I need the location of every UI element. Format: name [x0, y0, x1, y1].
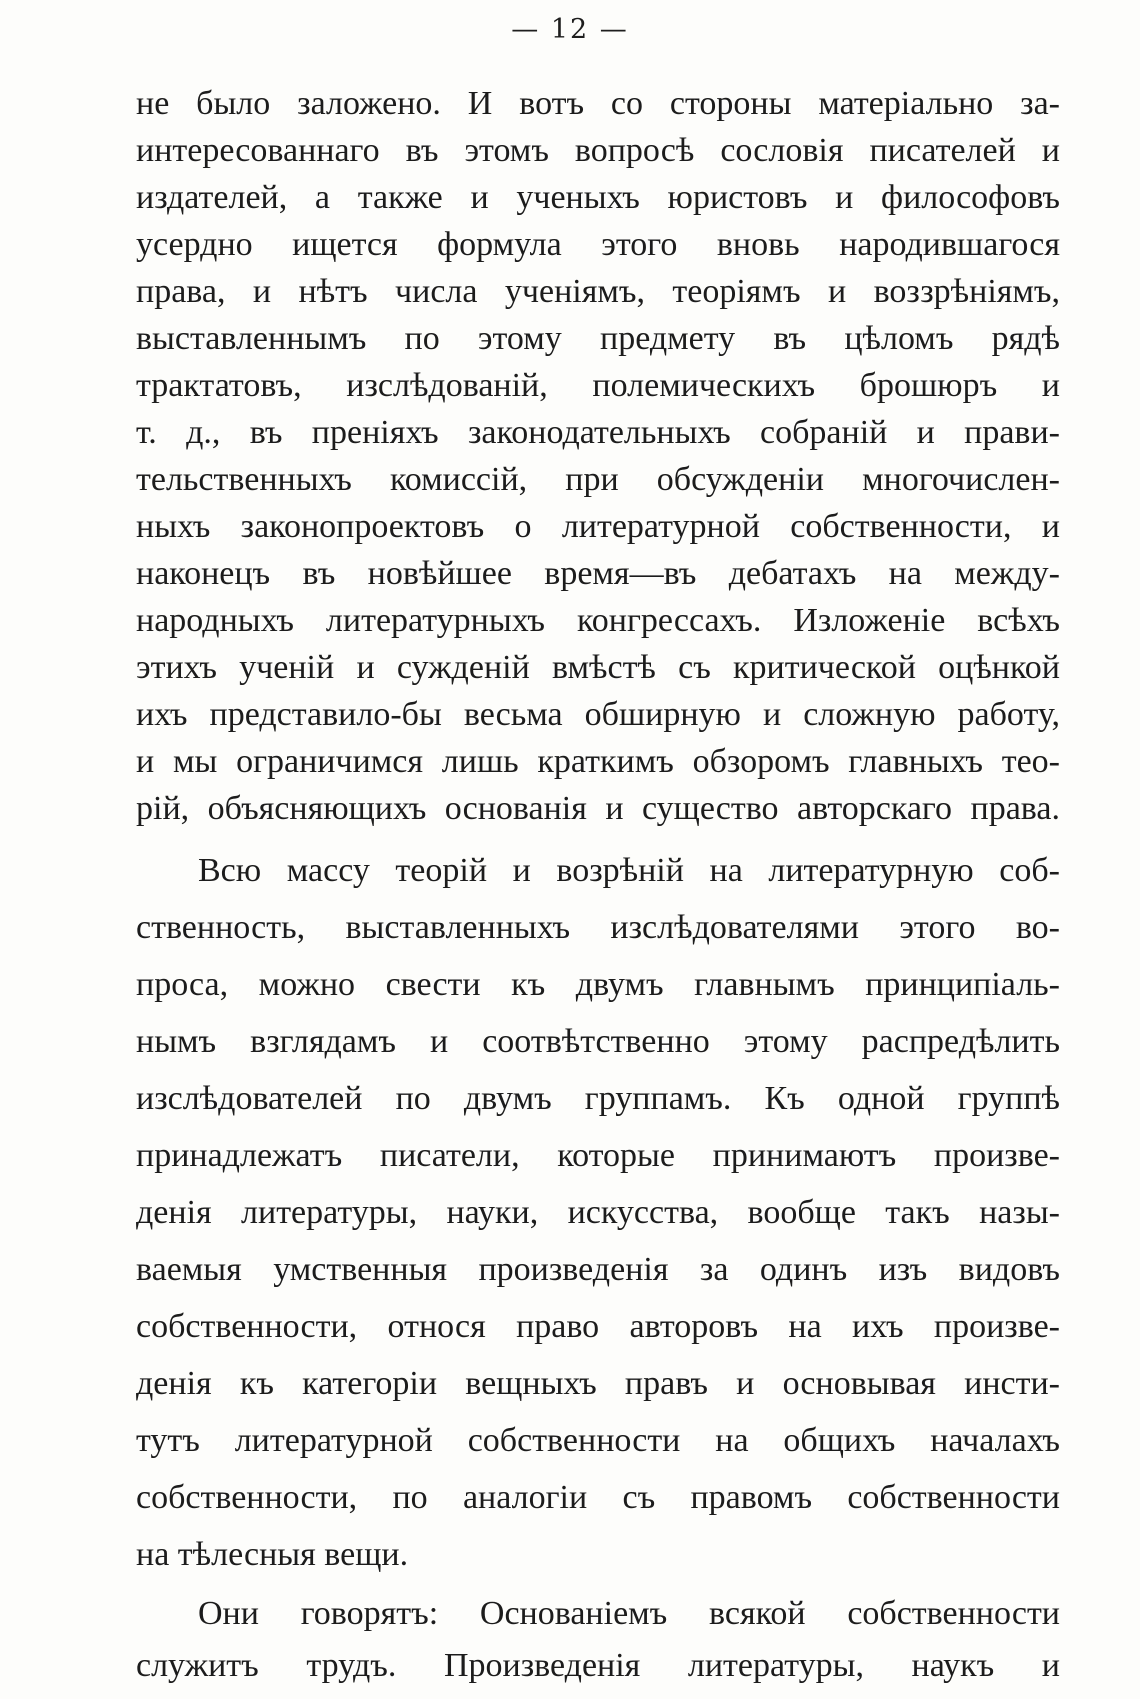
text-line: тельственныхъ комиссій, при обсужденіи многочислен-: [136, 461, 1060, 498]
text-line: Они говорятъ: Основаніемъ всякой собственности: [198, 1595, 1060, 1632]
text-line: наконецъ въ новѣйшее время—въ дебатахъ на между-: [136, 555, 1060, 592]
text-line: и мы ограничимся лишь краткимъ обзоромъ главныхъ тео-: [136, 743, 1060, 780]
text-line: народныхъ литературныхъ конгрессахъ. Изложеніе всѣхъ: [136, 602, 1060, 639]
text-line: денія литературы, науки, искусства, вообще такъ назы-: [136, 1194, 1060, 1231]
text-line: издателей, а также и ученыхъ юристовъ и философовъ: [136, 179, 1060, 216]
text-line: не было заложено. И вотъ со стороны матеріально за-: [136, 85, 1060, 122]
text-line: усердно ищется формула этого вновь народившагося: [136, 226, 1060, 263]
text-line: служитъ трудъ. Произведенія литературы, наукъ и: [136, 1647, 1060, 1684]
text-line: права, и нѣтъ числа ученіямъ, теоріямъ и воззрѣніямъ,: [136, 273, 1060, 310]
text-line: тутъ литературной собственности на общихъ началахъ: [136, 1422, 1060, 1459]
text-line: рій, объясняющихъ основанія и существо авторскаго права.: [136, 790, 1060, 827]
text-line: выставленнымъ по этому предмету въ цѣломъ рядѣ: [136, 320, 1060, 357]
text-line: интересованнаго въ этомъ вопросѣ сословія писателей и: [136, 132, 1060, 169]
text-line: денія къ категоріи вещныхъ правъ и основывая инсти-: [136, 1365, 1060, 1402]
text-line: ваемыя умственныя произведенія за одинъ изъ видовъ: [136, 1251, 1060, 1288]
text-line: Всю массу теорій и возрѣній на литературную соб-: [198, 852, 1060, 889]
page-number: — 12 —: [511, 14, 629, 45]
text-line: трактатовъ, изслѣдованій, полемическихъ брошюръ и: [136, 367, 1060, 404]
text-line: на тѣлесныя вещи.: [136, 1536, 409, 1573]
text-line: т. д., въ преніяхъ законодательныхъ собраній и прави-: [136, 414, 1060, 451]
text-line: этихъ ученій и сужденій вмѣстѣ съ критической оцѣнкой: [136, 649, 1060, 686]
text-line: собственности, по аналогіи съ правомъ собственности: [136, 1479, 1060, 1516]
text-line: принадлежатъ писатели, которые принимаютъ произве-: [136, 1137, 1060, 1174]
text-line: ныхъ законопроектовъ о литературной собственности, и: [136, 508, 1060, 545]
text-line: изслѣдователей по двумъ группамъ. Къ одной группѣ: [136, 1080, 1060, 1117]
text-line: собственности, относя право авторовъ на ихъ произве-: [136, 1308, 1060, 1345]
text-line: ихъ представило-бы весьма обширную и сложную работу,: [136, 696, 1060, 733]
text-line: проса, можно свести къ двумъ главнымъ принципіаль-: [136, 966, 1060, 1003]
text-line: нымъ взглядамъ и соотвѣтственно этому распредѣлить: [136, 1023, 1060, 1060]
text-line: ственность, выставленныхъ изслѣдователями этого во-: [136, 909, 1060, 946]
